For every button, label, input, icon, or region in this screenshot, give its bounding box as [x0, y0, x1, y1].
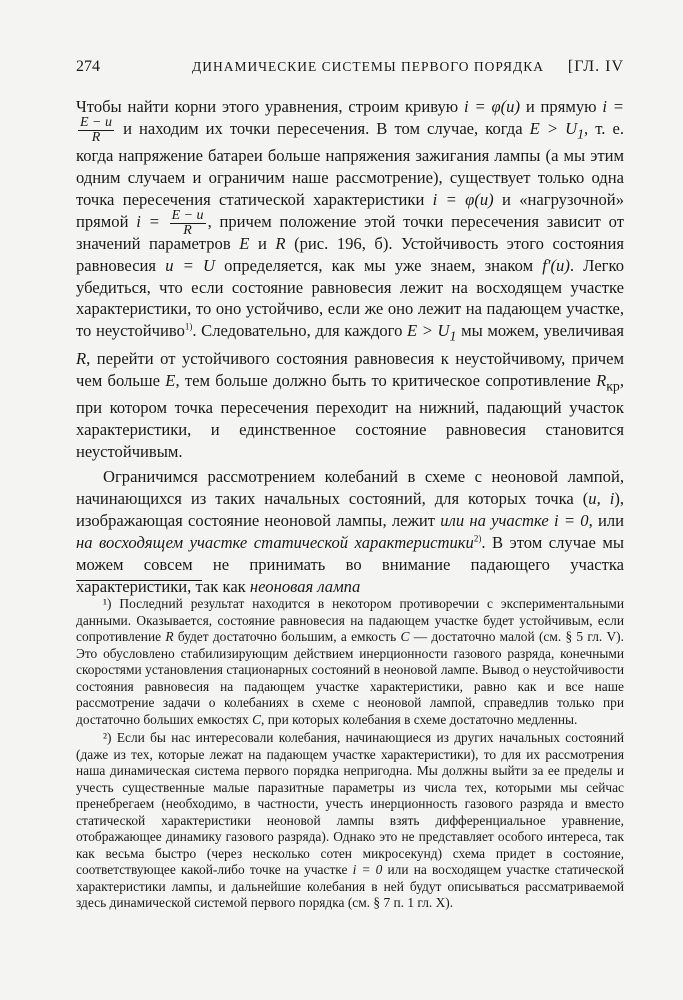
footnote-separator	[76, 580, 202, 581]
running-title: ДИНАМИЧЕСКИЕ СИСТЕМЫ ПЕРВОГО ПОРЯДКА	[192, 59, 544, 74]
page-number: 274	[76, 58, 100, 75]
fraction-e-minus-u-over-r: $\frac{E - u}{R}$	[171, 207, 204, 238]
footnotes	[76, 596, 624, 914]
footnote-2: ²) Если бы нас интересовали колебания, начинающиеся из других начальных состояний (даже из тех, которые лежат на падающем участке характеристики), то для их рассмотрения наша динамическая система первого порядка непригодна. Мы должны выйти за ее пределы и учесть существенные малые паразитные параметры из числа тех, которыми мы сейчас пренебрегаем (необходимо, в частности, учесть инерционность газового разряда и вместо статической характеристики неоновой лампы взять дифференциальное уравнение, отображающее динамику газового разряда). Однако это не представляет особого интереса, так как весьма быстро (через несколько сотен микросекунд) схема придет в состояние, соответствующее какой-либо точке на участке i = 0 или на восходящем участке статической характеристики лампы, и дальнейшие колебания в ней будут описываться рассматриваемой здесь динамической системой первого порядка (см. § 7 п. 1 гл. X).	[76, 730, 624, 910]
running-header	[76, 58, 624, 82]
main-text	[76, 96, 624, 598]
footnote-ref-1: 1)	[184, 321, 193, 332]
paragraph-2: Ограничимся рассмотрением колебаний в схеме с неоновой лампой, начинающихся из таких начальных состояний, для которых точка (u, i), изображающая состояние неоновой лампы, лежит или на участке i = 0, или на восходящем участке статической характеристики$^{2)}$. В этом случае мы можем совсем не принимать во внимание падающего участка характеристики, так как неоновая лампа	[76, 467, 624, 596]
paragraph-1: Чтобы найти корни этого уравнения, строим кривую i = φ(u) и прямую i = $\frac{E - u}{R}$ и находим их точки пересечения. В том случае, когда $E > U_1$, т. е. когда напряжение батареи больше напряжения зажигания лампы (а мы этим одним случаем и ограничим наше рассмотрение), существует только одна точка пересечения статической характеристики i = φ(u) и «нагрузочной» прямой i = $\frac{E - u}{R}$ , причем положение этой точки пересечения зависит от значений параметров E и R (рис. 196, б). Устойчивость этого состояния равновесия u = U определяется, как мы уже знаем, знаком f′(u). Легко убедиться, что если состояние равновесия лежит на восходящем участке характеристики, то оно устойчиво, если же оно лежит на падающем участке, то неустойчиво$^{1)}$. Следовательно, для каждого $E > U_1$ мы можем, увеличивая R, перейти от устойчивого состояния равновесия к неустойчивому, причем чем больше E, тем больше должно быть то критическое сопротивление $R_{кр}$, при котором точка пересечения переходит на нижний, падающий участок характеристики, и единственное состояние равновесия становится неустойчивым.	[76, 97, 625, 461]
fraction-e-minus-u-over-r: $\frac{E - u}{R}$	[80, 114, 112, 145]
chapter-label: [ГЛ. IV	[567, 58, 624, 75]
footnote-ref-2: 2)	[473, 533, 482, 544]
footnote-1: ¹) Последний результат находится в некотором противоречии с экспериментальными данными. Оказывается, состояние равновесия на падающем участке будет устойчивым, если сопротивление R будет достаточно большим, а емкость C — достаточно малой (см. § 5 гл. V). Это обусловлено стабилизирующим действием инерционности газового разряда, конечными скоростями установления стационарных состояний в неоновой лампе. Вывод о неустойчивости состояния равновесия на падающем участке характеристики, равно как и все наше рассмотрение задачи о колебаниях в схеме с неоновой лампой, справедлив только при достаточно больших емкостях C, при которых колебания в схеме достаточно медленны.	[76, 596, 624, 727]
